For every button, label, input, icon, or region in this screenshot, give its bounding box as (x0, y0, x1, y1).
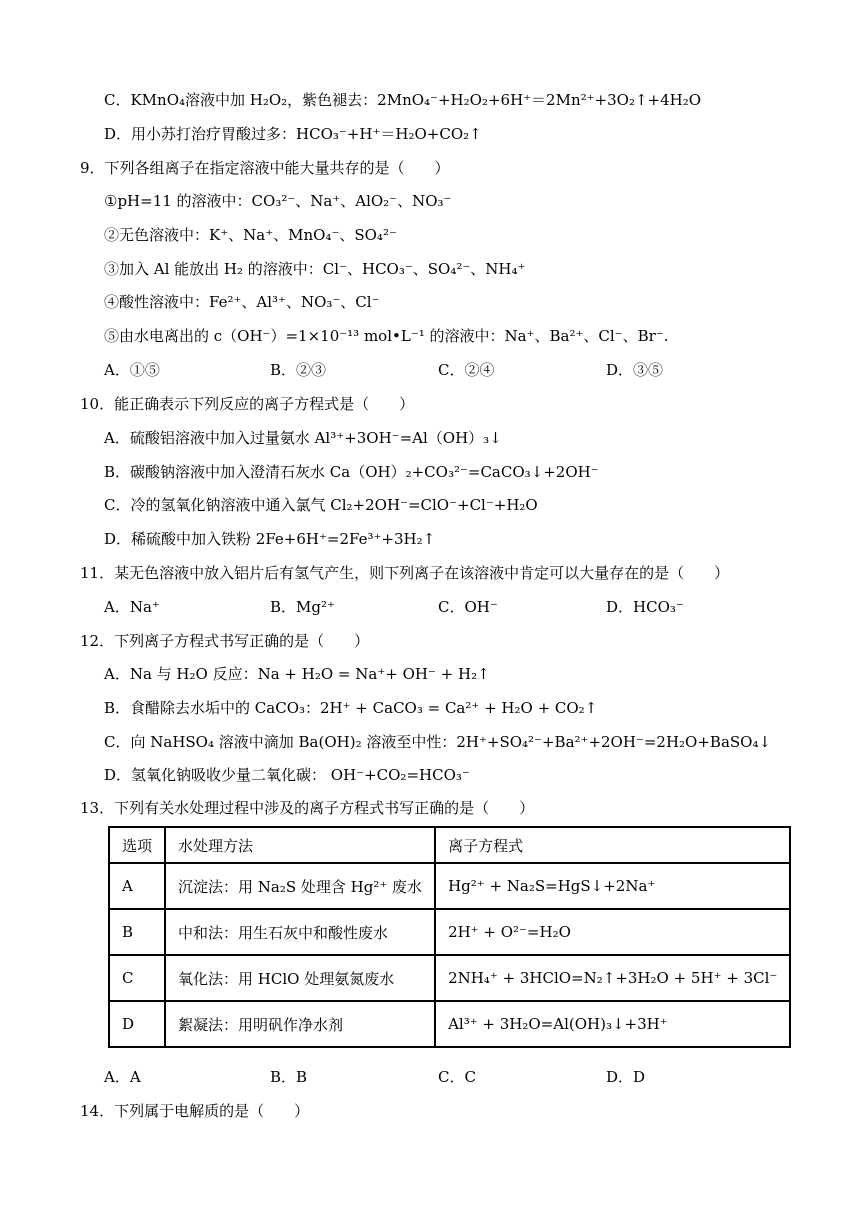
table-cell-method: 氧化法：用 HClO 处理氨氮废水 (165, 955, 435, 1001)
q8-option-c: C．KMnO₄溶液中加 H₂O₂，紫色褪去：2MnO₄⁻+H₂O₂+6H⁺＝2Mn²⁺+3O₂↑+4H₂O (104, 91, 702, 109)
q9-item-5: ⑤由水电离出的 c（OH⁻）=1×10⁻¹³ mol•L⁻¹ 的溶液中：Na⁺、Ba²⁺、Cl⁻、Br⁻. (104, 327, 669, 345)
q8-option-d: D．用小苏打治疗胃酸过多：HCO₃⁻+H⁺＝H₂O+CO₂↑ (104, 125, 482, 143)
q12-option-c: C．向 NaHSO₄ 溶液中滴加 Ba(OH)₂ 溶液至中性：2H⁺+SO₄²⁻+Ba²⁺+2OH⁻=2H₂O+BaSO₄↓ (104, 733, 772, 751)
q13-options (104, 1067, 784, 1087)
q13-option-c: C．C (438, 1068, 476, 1086)
q9-option-c: C．②④ (438, 361, 495, 379)
q11-option-d: D．HCO₃⁻ (606, 598, 684, 616)
table-row (109, 1001, 790, 1047)
table-cell-equation: 2NH₄⁺ + 3HClO=N₂↑+3H₂O + 5H⁺ + 3Cl⁻ (435, 955, 790, 1001)
table-cell-equation: Al³⁺ + 3H₂O=Al(OH)₃↓+3H⁺ (435, 1001, 790, 1047)
q9-item-4: ④酸性溶液中：Fe²⁺、Al³⁺、NO₃⁻、Cl⁻ (104, 293, 380, 311)
q12-option-d: D．氢氧化钠吸收少量二氧化碳： OH⁻+CO₂=HCO₃⁻ (104, 766, 470, 784)
table-cell-method: 中和法：用生石灰中和酸性废水 (165, 909, 435, 955)
q11-option-a: A．Na⁺ (104, 598, 160, 616)
q13-option-a: A．A (104, 1068, 141, 1086)
table-cell-option: C (109, 955, 165, 1001)
q10-option-b: B．碳酸钠溶液中加入澄清石灰水 Ca（OH）₂+CO₃²⁻=CaCO₃↓+2OH⁻ (104, 463, 599, 481)
q9-options (104, 360, 784, 380)
q13-table (108, 826, 791, 1048)
table-cell-option: D (109, 1001, 165, 1047)
q9-item-1: ①pH=11 的溶液中：CO₃²⁻、Na⁺、AlO₂⁻、NO₃⁻ (104, 192, 452, 210)
q13-option-b: B．B (270, 1068, 308, 1086)
q11-stem: 11．某无色溶液中放入铝片后有氢气产生，则下列离子在该溶液中肯定可以大量存在的是（ ） (80, 564, 730, 582)
q9-option-d: D．③⑤ (606, 361, 664, 379)
table-header-cell: 离子方程式 (435, 827, 790, 863)
table-cell-method: 絮凝法：用明矾作净水剂 (165, 1001, 435, 1047)
q9-stem: 9．下列各组离子在指定溶液中能大量共存的是（ ） (80, 159, 450, 177)
q13-option-d: D．D (606, 1068, 646, 1086)
q9-item-3: ③加入 Al 能放出 H₂ 的溶液中：Cl⁻、HCO₃⁻、SO₄²⁻、NH₄⁺ (104, 260, 526, 278)
table-cell-equation: 2H⁺ + O²⁻=H₂O (435, 909, 790, 955)
q14-stem: 14．下列属于电解质的是（ ） (80, 1102, 310, 1120)
q12-stem: 12．下列离子方程式书写正确的是（ ） (80, 632, 370, 650)
table-row (109, 955, 790, 1001)
q9-option-a: A．①⑤ (104, 361, 160, 379)
q12-option-b: B．食醋除去水垢中的 CaCO₃：2H⁺ + CaCO₃ = Ca²⁺ + H₂O + CO₂↑ (104, 699, 598, 717)
table-header-cell: 选项 (109, 827, 165, 863)
table-header-cell: 水处理方法 (165, 827, 435, 863)
q13-stem: 13．下列有关水处理过程中涉及的离子方程式书写正确的是（ ） (80, 799, 535, 817)
table-row (109, 863, 790, 909)
table-row (109, 909, 790, 955)
q11-options (104, 597, 784, 617)
q10-option-a: A．硫酸铝溶液中加入过量氨水 Al³⁺+3OH⁻=Al（OH）₃↓ (104, 429, 502, 447)
q10-option-d: D．稀硫酸中加入铁粉 2Fe+6H⁺=2Fe³⁺+3H₂↑ (104, 530, 436, 548)
q9-option-b: B．②③ (270, 361, 327, 379)
q10-option-c: C．冷的氢氧化钠溶液中通入氯气 Cl₂+2OH⁻=ClO⁻+Cl⁻+H₂O (104, 496, 538, 514)
q9-item-2: ②无色溶液中：K⁺、Na⁺、MnO₄⁻、SO₄²⁻ (104, 226, 397, 244)
table-cell-equation: Hg²⁺ + Na₂S=HgS↓+2Na⁺ (435, 863, 790, 909)
table-cell-option: B (109, 909, 165, 955)
q10-stem: 10．能正确表示下列反应的离子方程式是（ ） (80, 395, 415, 413)
table-header-row (109, 827, 790, 863)
q12-option-a: A．Na 与 H₂O 反应：Na + H₂O = Na⁺+ OH⁻ + H₂↑ (104, 665, 490, 683)
q11-option-c: C．OH⁻ (438, 598, 498, 616)
table-cell-method: 沉淀法：用 Na₂S 处理含 Hg²⁺ 废水 (165, 863, 435, 909)
q11-option-b: B．Mg²⁺ (270, 598, 335, 616)
table-cell-option: A (109, 863, 165, 909)
